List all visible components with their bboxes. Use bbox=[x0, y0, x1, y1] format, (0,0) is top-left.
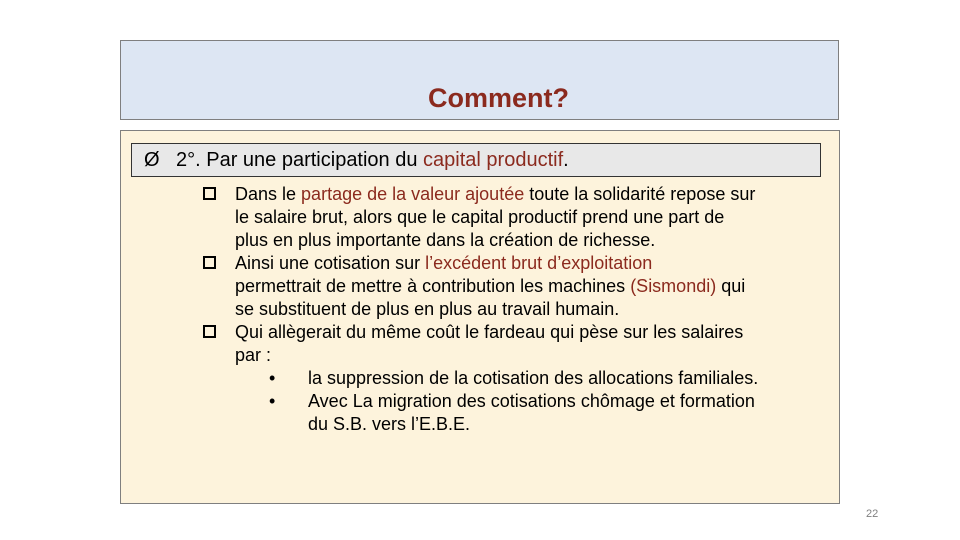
text-run: Qui allègerait du même coût le fardeau qui pèse sur les salaires bbox=[235, 322, 744, 342]
page-number: 22 bbox=[866, 508, 879, 520]
header-accent: capital productif bbox=[423, 149, 564, 171]
list-item bbox=[201, 321, 841, 367]
list-item-line bbox=[235, 183, 841, 206]
text-run: le salaire brut, alors que le capital productif prend une part de bbox=[235, 207, 725, 227]
highlighted-text: l’excédent brut d’exploitation bbox=[425, 253, 653, 273]
list-item-line bbox=[235, 229, 841, 252]
checkbox-bullet-icon bbox=[203, 187, 216, 200]
text-run: par : bbox=[235, 345, 272, 365]
text-run: Dans le bbox=[235, 184, 302, 204]
list-item-line bbox=[235, 344, 841, 367]
title-box bbox=[120, 40, 839, 120]
text-run: qui bbox=[716, 276, 746, 296]
sub-list-item bbox=[201, 413, 841, 436]
list-item bbox=[201, 252, 841, 321]
header-suffix: . bbox=[563, 149, 569, 171]
list-item bbox=[201, 183, 841, 252]
list-item-line bbox=[235, 298, 841, 321]
bullet-dot-icon: • bbox=[269, 391, 276, 411]
list-item-line bbox=[235, 275, 841, 298]
highlighted-text: (Sismondi) bbox=[630, 276, 717, 296]
bullet-dot-icon: • bbox=[269, 368, 276, 388]
arrow-bullet-icon: Ø bbox=[144, 149, 160, 171]
bullet-list bbox=[201, 183, 841, 436]
sub-list-item bbox=[201, 390, 841, 413]
text-run: se substituent de plus en plus au travail humain. bbox=[235, 299, 620, 319]
section-header bbox=[131, 143, 821, 177]
text-run: permettrait de mettre à contribution les machines bbox=[235, 276, 631, 296]
list-item-line bbox=[235, 206, 841, 229]
list-item-line bbox=[235, 321, 841, 344]
text-run: toute la solidarité repose sur bbox=[524, 184, 756, 204]
sub-list-text: du S.B. vers l’E.B.E. bbox=[308, 414, 471, 434]
sub-list-text: Avec La migration des cotisations chômage et formation bbox=[308, 391, 755, 411]
sub-list-item bbox=[201, 367, 841, 390]
slide-title: Comment? bbox=[428, 83, 569, 113]
section-header-text bbox=[176, 147, 569, 173]
checkbox-bullet-icon bbox=[203, 256, 216, 269]
checkbox-bullet-icon bbox=[203, 325, 216, 338]
text-run: Ainsi une cotisation sur bbox=[235, 253, 426, 273]
list-item-line bbox=[235, 252, 841, 275]
header-prefix: 2°. Par une participation du bbox=[176, 149, 424, 171]
sub-list-text: la suppression de la cotisation des allocations familiales. bbox=[308, 368, 759, 388]
highlighted-text: partage de la valeur ajoutée bbox=[301, 184, 525, 204]
content-box bbox=[120, 130, 840, 504]
text-run: plus en plus importante dans la création de richesse. bbox=[235, 230, 656, 250]
